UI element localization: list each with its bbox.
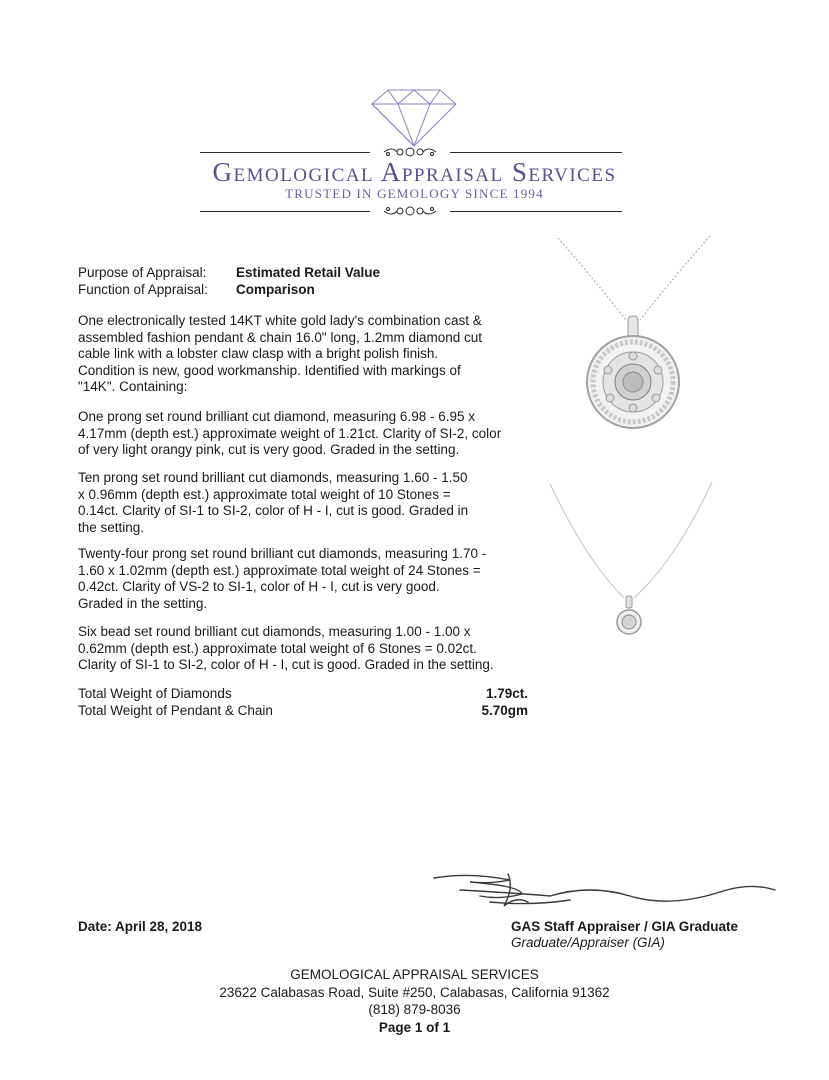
diamond-logo-icon [368, 84, 460, 148]
header-rule-bottom-left [200, 211, 370, 212]
footer-address: 23622 Calabasas Road, Suite #250, Calabasas, California 91362 [219, 984, 610, 1000]
necklace-full-photo [546, 480, 716, 650]
total-diamonds-row [78, 686, 528, 703]
ornament-bottom-icon [380, 204, 440, 218]
total-diamonds-value: 1.79ct. [485, 686, 528, 701]
total-pendant-row [78, 703, 528, 720]
brand-tagline: TRUSTED IN GEMOLOGY SINCE 1994 [285, 186, 544, 201]
center-diamond-description: One prong set round brilliant cut diamond, measuring 6.98 - 6.95 x 4.17mm (depth est.) approximate weight of 1.21ct. Clarity of SI-2, color of very light orangy pink, cut is very good. Graded in the setting. [78, 409, 502, 457]
appraiser-title: GAS Staff Appraiser / GIA Graduate [511, 919, 739, 934]
header-rule-bottom-right [450, 211, 622, 212]
header-rule-top-left [200, 152, 370, 153]
total-diamonds-label: Total Weight of Diamonds [78, 686, 232, 701]
function-label: Function of Appraisal: [78, 282, 208, 297]
pendant-closeup-photo [548, 232, 718, 432]
twenty-four-diamonds-description: Twenty-four prong set round brilliant cut diamonds, measuring 1.70 - 1.60 x 1.02mm (depth est.) approximate total weight of 24 Stones = 0.42ct. Clarity of VS-2 to SI-1, color of H - I, cut is very good. Graded in the setting. [78, 546, 487, 611]
six-diamonds-description: Six bead set round brilliant cut diamonds, measuring 1.00 - 1.00 x 0.62mm (depth est.) approximate total weight of 6 Stones = 0.02ct. Clarity of SI-1 to SI-2, color of H - I, cut is good. Graded in the setting. [78, 624, 494, 672]
purpose-label: Purpose of Appraisal: [78, 265, 207, 280]
appraisal-date: Date: April 28, 2018 [78, 919, 203, 934]
ten-diamonds-description: Ten prong set round brilliant cut diamonds, measuring 1.60 - 1.50 x 0.96mm (depth est.) approximate total weight of 10 Stones = 0.14ct. Clarity of SI-1 to SI-2, color of H - I, cut is good. Graded in the setting. [78, 470, 469, 535]
appraiser-signature [430, 866, 780, 916]
brand-name: Gemological Appraisal Services [212, 157, 617, 187]
purpose-section [78, 264, 380, 298]
footer-phone: (818) 879-8036 [368, 1002, 461, 1017]
appraiser-subtitle: Graduate/Appraiser (GIA) [511, 935, 665, 950]
purpose-row [78, 264, 380, 281]
letterhead [0, 0, 829, 230]
purpose-value: Estimated Retail Value [236, 265, 381, 280]
function-value: Comparison [236, 282, 315, 297]
item-description: One electronically tested 14KT white gold lady's combination cast & assembled fashion pendant & chain 16.0" long, 1.2mm diamond cut cable link with a lobster claw clasp with a bright polish finish. Condition is new, good workmanship. Identified with markings of "14K". Containing: [78, 313, 483, 394]
total-pendant-label: Total Weight of Pendant & Chain [78, 702, 273, 718]
function-row [78, 281, 380, 298]
page-number: Page 1 of 1 [378, 1019, 451, 1035]
totals-section [78, 686, 528, 719]
footer [0, 966, 829, 1036]
footer-company: GEMOLOGICAL APPRAISAL SERVICES [290, 967, 539, 982]
header-rule-top-right [450, 152, 622, 153]
total-pendant-value: 5.70gm [481, 702, 528, 718]
